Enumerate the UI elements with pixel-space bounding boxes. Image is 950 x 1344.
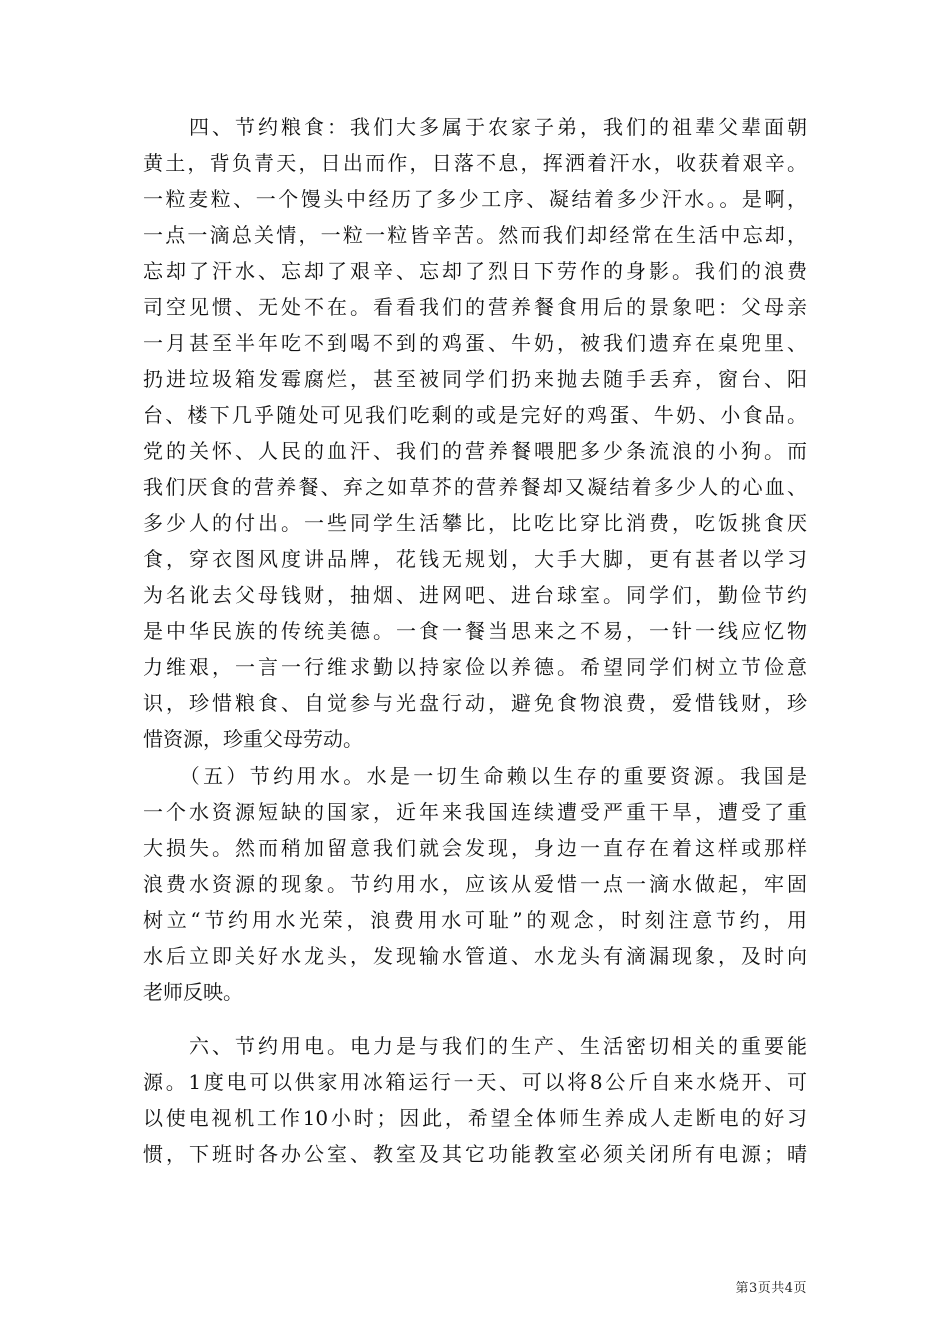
text-line: 水后立即关好水龙头，发现输水管道、水龙头有滴漏现象，及时向 [143, 944, 807, 968]
page-number-footer: 第3页共4页 [735, 1281, 807, 1296]
text-line: 一粒麦粒、一个馒头中经历了多少工序、凝结着多少汗水。。是啊， [143, 187, 807, 211]
text-line: 食，穿衣图风度讲品牌，花钱无规划，大手大脚，更有甚者以学习 [143, 547, 807, 571]
paragraph-save-water [143, 758, 807, 1010]
text-line: （五）节约用水。水是一切生命赖以生存的重要资源。我国是 [143, 764, 807, 788]
text-line: 浪费水资源的现象。节约用水，应该从爱惜一点一滴水做起，牢固 [143, 872, 807, 896]
text-line: 一点一滴总关情，一粒一粒皆辛苦。然而我们却经常在生活中忘却， [143, 223, 807, 247]
text-line: 忘却了汗水、忘却了艰辛、忘却了烈日下劳作的身影。我们的浪费 [143, 259, 807, 283]
text-line: 我们厌食的营养餐、弃之如草芥的营养餐却又凝结着多少人的心血、 [143, 475, 807, 499]
text-line: 一月甚至半年吃不到喝不到的鸡蛋、牛奶，被我们遗弃在桌兜里、 [143, 331, 807, 355]
text-line: 四、节约粮食：我们大多属于农家子弟，我们的祖辈父辈面朝 [143, 115, 807, 139]
text-line: 台、楼下几乎随处可见我们吃剩的或是完好的鸡蛋、牛奶、小食品。 [143, 403, 807, 427]
text-line: 司空见惯、无处不在。看看我们的营养餐食用后的景象吧：父母亲 [143, 295, 807, 319]
text-line: 大损失。然而稍加留意我们就会发现，身边一直存在着这样或那样 [143, 836, 807, 860]
text-line: 黄土，背负青天，日出而作，日落不息，挥洒着汗水，收获着艰辛。 [143, 151, 807, 175]
text-line: 力维艰，一言一行维求勤以持家俭以养德。希望同学们树立节俭意 [143, 655, 807, 679]
text-line: 源。1度电可以供家用冰箱运行一天、可以将8公斤自来水烧开、可 [143, 1070, 807, 1094]
text-line: 惯，下班时各办公室、教室及其它功能教室必须关闭所有电源；晴 [143, 1142, 807, 1166]
text-line: 是中华民族的传统美德。一食一餐当思来之不易，一针一线应忆物 [143, 619, 807, 643]
text-line: 六、节约用电。电力是与我们的生产、生活密切相关的重要能 [143, 1034, 807, 1058]
text-line: 树立“节约用水光荣，浪费用水可耻”的观念，时刻注意节约，用 [143, 908, 807, 932]
text-line: 老师反映。 [143, 980, 243, 1004]
text-line: 一个水资源短缺的国家，近年来我国连续遭受严重干旱，遭受了重 [143, 800, 807, 824]
text-line: 为名讹去父母钱财，抽烟、进网吧、进台球室。同学们，勤俭节约 [143, 583, 807, 607]
text-line: 以使电视机工作10小时；因此，希望全体师生养成人走断电的好习 [143, 1106, 807, 1130]
text-line: 识，珍惜粮食、自觉参与光盘行动，避免食物浪费，爱惜钱财，珍 [143, 691, 807, 715]
text-line: 惜资源，珍重父母劳动。 [143, 727, 363, 751]
text-line: 党的关怀、人民的血汗、我们的营养餐喂肥多少条流浪的小狗。而 [143, 439, 807, 463]
text-line: 扔进垃圾箱发霉腐烂，甚至被同学们扔来抛去随手丢弃，窗台、阳 [143, 367, 807, 391]
paragraph-save-electricity [143, 1028, 807, 1172]
paragraph-save-grain [143, 109, 807, 757]
text-line: 多少人的付出。一些同学生活攀比，比吃比穿比消费，吃饭挑食厌 [143, 511, 807, 535]
